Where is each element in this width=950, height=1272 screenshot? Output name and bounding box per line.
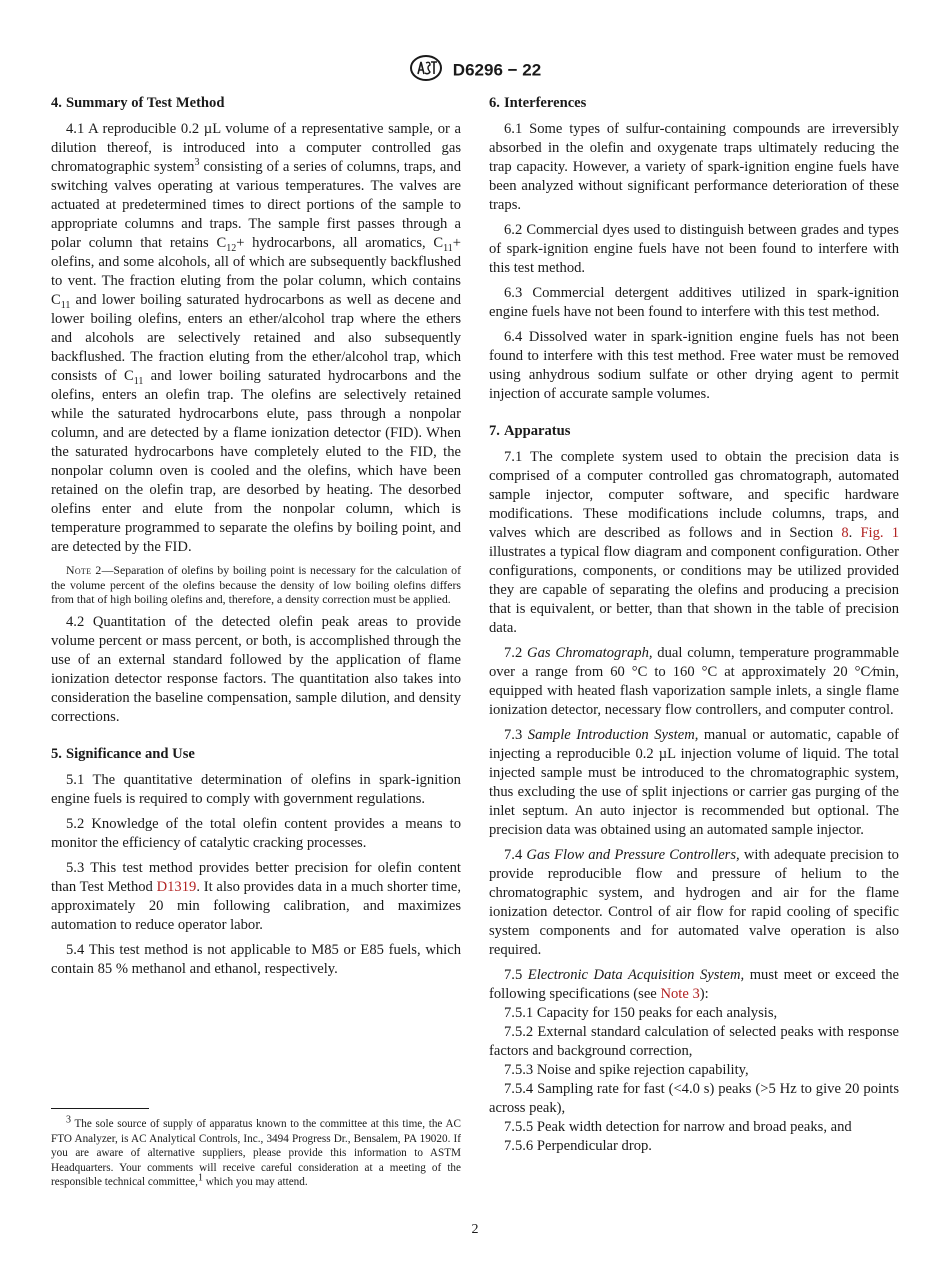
paragraph-6-2: 6.2 Commercial dyes used to distinguish between grades and types of spark-ignition engine fuels have not been found to interfere with this test method. <box>489 222 899 276</box>
paragraph-4-2: 4.2 Quantitation of the detected olefin peak areas to provide volume percent or mass percent, or both, is accomplished through the use of an external standard followed by the application of flame ionization detector response factors. The quantitation also takes into consideration the baseline compensation, sample dilution, and density corrections. <box>51 613 461 725</box>
paragraph-6-1: 6.1 Some types of sulfur-containing compounds are irreversibly absorbed in the olefin and oxygenate traps ultimately reducing the trap capacity. However, a variety of spark-ignition engine fuels have been analyzed without significant performance deterioration of these traps. <box>489 121 899 213</box>
paragraph-5-3: 5.3 This test method provides better precision for olefin content than Test Method D1319. It also provides data in a much shorter time, approximately 20 min following calibration, and maximizes automation to reduce operator labor. <box>51 859 461 933</box>
astm-logo-icon <box>409 54 443 87</box>
link-fig-1[interactable]: Fig. 1 <box>860 525 900 541</box>
footnote-3: $^3$ The sole source of supply of apparatus known to the committee at this time, the AC FTO Analyzer, is AC Analytical Controls, Inc., 3494 Progress Dr., Bensalem, PA 19020. If you are aware of alternative suppliers, please provide this information to ASTM Headquarters. Your comments will receive careful consideration at a meeting of the responsible technical committee,$^1$ which you may attend. <box>51 1114 461 1189</box>
list-item: 7.5.3 Noise and spike rejection capability, <box>504 1062 749 1078</box>
left-column <box>51 94 461 985</box>
section-4-heading: 4. Summary of Test Method <box>51 95 225 111</box>
note-2: Note 2—Separation of olefins by boiling point is necessary for the calculation of the volume percent of the olefins because the density of low boiling olefins differs from that of high boiling olefins and, therefore, a density correction must be applied. <box>51 563 462 607</box>
paragraph-7-5: 7.5 Electronic Data Acquisition System, must meet or exceed the following specifications (see Note 3): <box>489 967 900 1002</box>
paragraph-6-4: 6.4 Dissolved water in spark-ignition engine fuels has not been found to interfere with this test method. Free water must be removed using anhydrous sodium sulfate or other drying agent to permit injection of accurate sample volumes. <box>489 329 899 402</box>
document-number: D6296 − 22 <box>452 60 542 80</box>
paragraph-7-2: 7.2 Gas Chromatograph, dual column, temperature programmable over a range from 60 °C to 160 °C at approximately 20 °C⁄min, equipped with heated flash vaporization sample inlets, a single flame ionization detector, necessary flow controllers, and computer control. <box>489 645 899 718</box>
link-section-8[interactable]: 8 <box>841 525 849 541</box>
list-item: 7.5.6 Perpendicular drop. <box>504 1138 652 1154</box>
page-header <box>0 54 950 87</box>
right-column <box>489 94 899 1156</box>
list-item: 7.5.1 Capacity for 150 peaks for each analysis, <box>504 1005 778 1021</box>
link-note-3[interactable]: Note 3 <box>660 986 700 1002</box>
footnote-ref: 3 <box>194 157 200 169</box>
paragraph-7-1: 7.1 The complete system used to obtain the precision data is comprised of a computer controlled gas chromatograph, automated sample injector, computer software, and specific hardware modifications. These modifications include columns, traps, and valves which are described as follows and in Section 8. Fig. 1 illustrates a typical flow diagram and component configuration. Other configurations, components, or conditions may be utilized provided they are capable of separating the olefins and producing a precision that is equivalent, or better, than that shown in the table of precision data. <box>489 449 900 636</box>
paragraph-7-3: 7.3 Sample Introduction System, manual or automatic, capable of injecting a reproducible 0.2 µL injection volume of liquid. The total injected sample must be introduced to the chromatographic system, thus excluding the use of split injections or carrier gas purging of the inlet septum. An auto injector is recommended but optional. The precision data was obtained using an automated sample injector. <box>489 727 900 838</box>
paragraph-5-4: 5.4 This test method is not applicable to M85 or E85 fuels, which contain 85 % methanol and ethanol, respectively. <box>51 941 461 977</box>
page-number: 2 <box>471 1222 479 1237</box>
link-d1319[interactable]: D1319 <box>156 878 197 895</box>
list-item: 7.5.5 Peak width detection for narrow and broad peaks, and <box>504 1119 852 1135</box>
paragraph-6-3: 6.3 Commercial detergent additives utilized in spark-ignition engine fuels have not been found to interfere with this test method. <box>489 285 899 320</box>
paragraph-4-1: 4.1 A reproducible 0.2 µL volume of a representative sample, or a dilution thereof, is introduced into a computer controlled gas chromatographic system$^3$ consisting of a series of columns, traps, and switching valves operating at various temperatures. The valves are actuated at predetermined times to direct portions of the sample to appropriate columns and traps. The sample first passes through a polar column that retains $C_{12}+$ hydrocarbons, all aromatics, $C_{11}+$ olefins, and some alcohols, all of which are subsequently backflushed to vent. The fraction eluting from the polar column, which contains $C_{11}$ and lower boiling saturated hydrocarbons as well as decene and lower boiling olefins, enters an ether/alcohol trap where the ethers and alcohols are selectively retained and also subsequently backflushed. The fraction eluting from the ether/alcohol trap, which consists of $C_{11}$ and lower boiling saturated hydrocarbons and the olefins, enters an olefin trap. The olefins are selectively retained while the saturated hydrocarbons elute, pass through a nonpolar column, and are detected by a flame ionization detector (FID). When the saturated hydrocarbons have completely eluted to the FID, the nonpolar column oven is cooled and the olefins, which have been retained on the olefin trap, are desorbed by heating. The desorbed olefins enter and elute from the nonpolar column, which is temperature programmed to separate the olefins by boiling point, and are detected by the FID. <box>51 121 462 555</box>
paragraph-5-2: 5.2 Knowledge of the total olefin content provides a means to monitor the efficiency of catalytic cracking processes. <box>51 815 461 851</box>
list-item: 7.5.4 Sampling rate for fast (<4.0 s) peaks (>5 Hz to give 20 points across peak), <box>489 1081 900 1116</box>
paragraph-7-4: 7.4 Gas Flow and Pressure Controllers, with adequate precision to provide reproducible flow and pressure of helium to the chromatographic system, and hydrogen and air for the flame ionization detector. Control of air flow for rapid cooling of specific system components and for automated valve operation is also required. <box>489 847 899 958</box>
section-5-heading: 5. Significance and Use <box>51 745 195 762</box>
footnote-divider <box>51 1108 149 1109</box>
list-item: 7.5.2 External standard calculation of selected peaks with response factors and background correction, <box>489 1024 899 1059</box>
paragraph-5-1: 5.1 The quantitative determination of olefins in spark-ignition engine fuels is required to comply with government regulations. <box>51 771 461 807</box>
section-7-heading: 7. Apparatus <box>489 423 571 439</box>
section-6-heading: 6. Interferences <box>489 95 587 111</box>
